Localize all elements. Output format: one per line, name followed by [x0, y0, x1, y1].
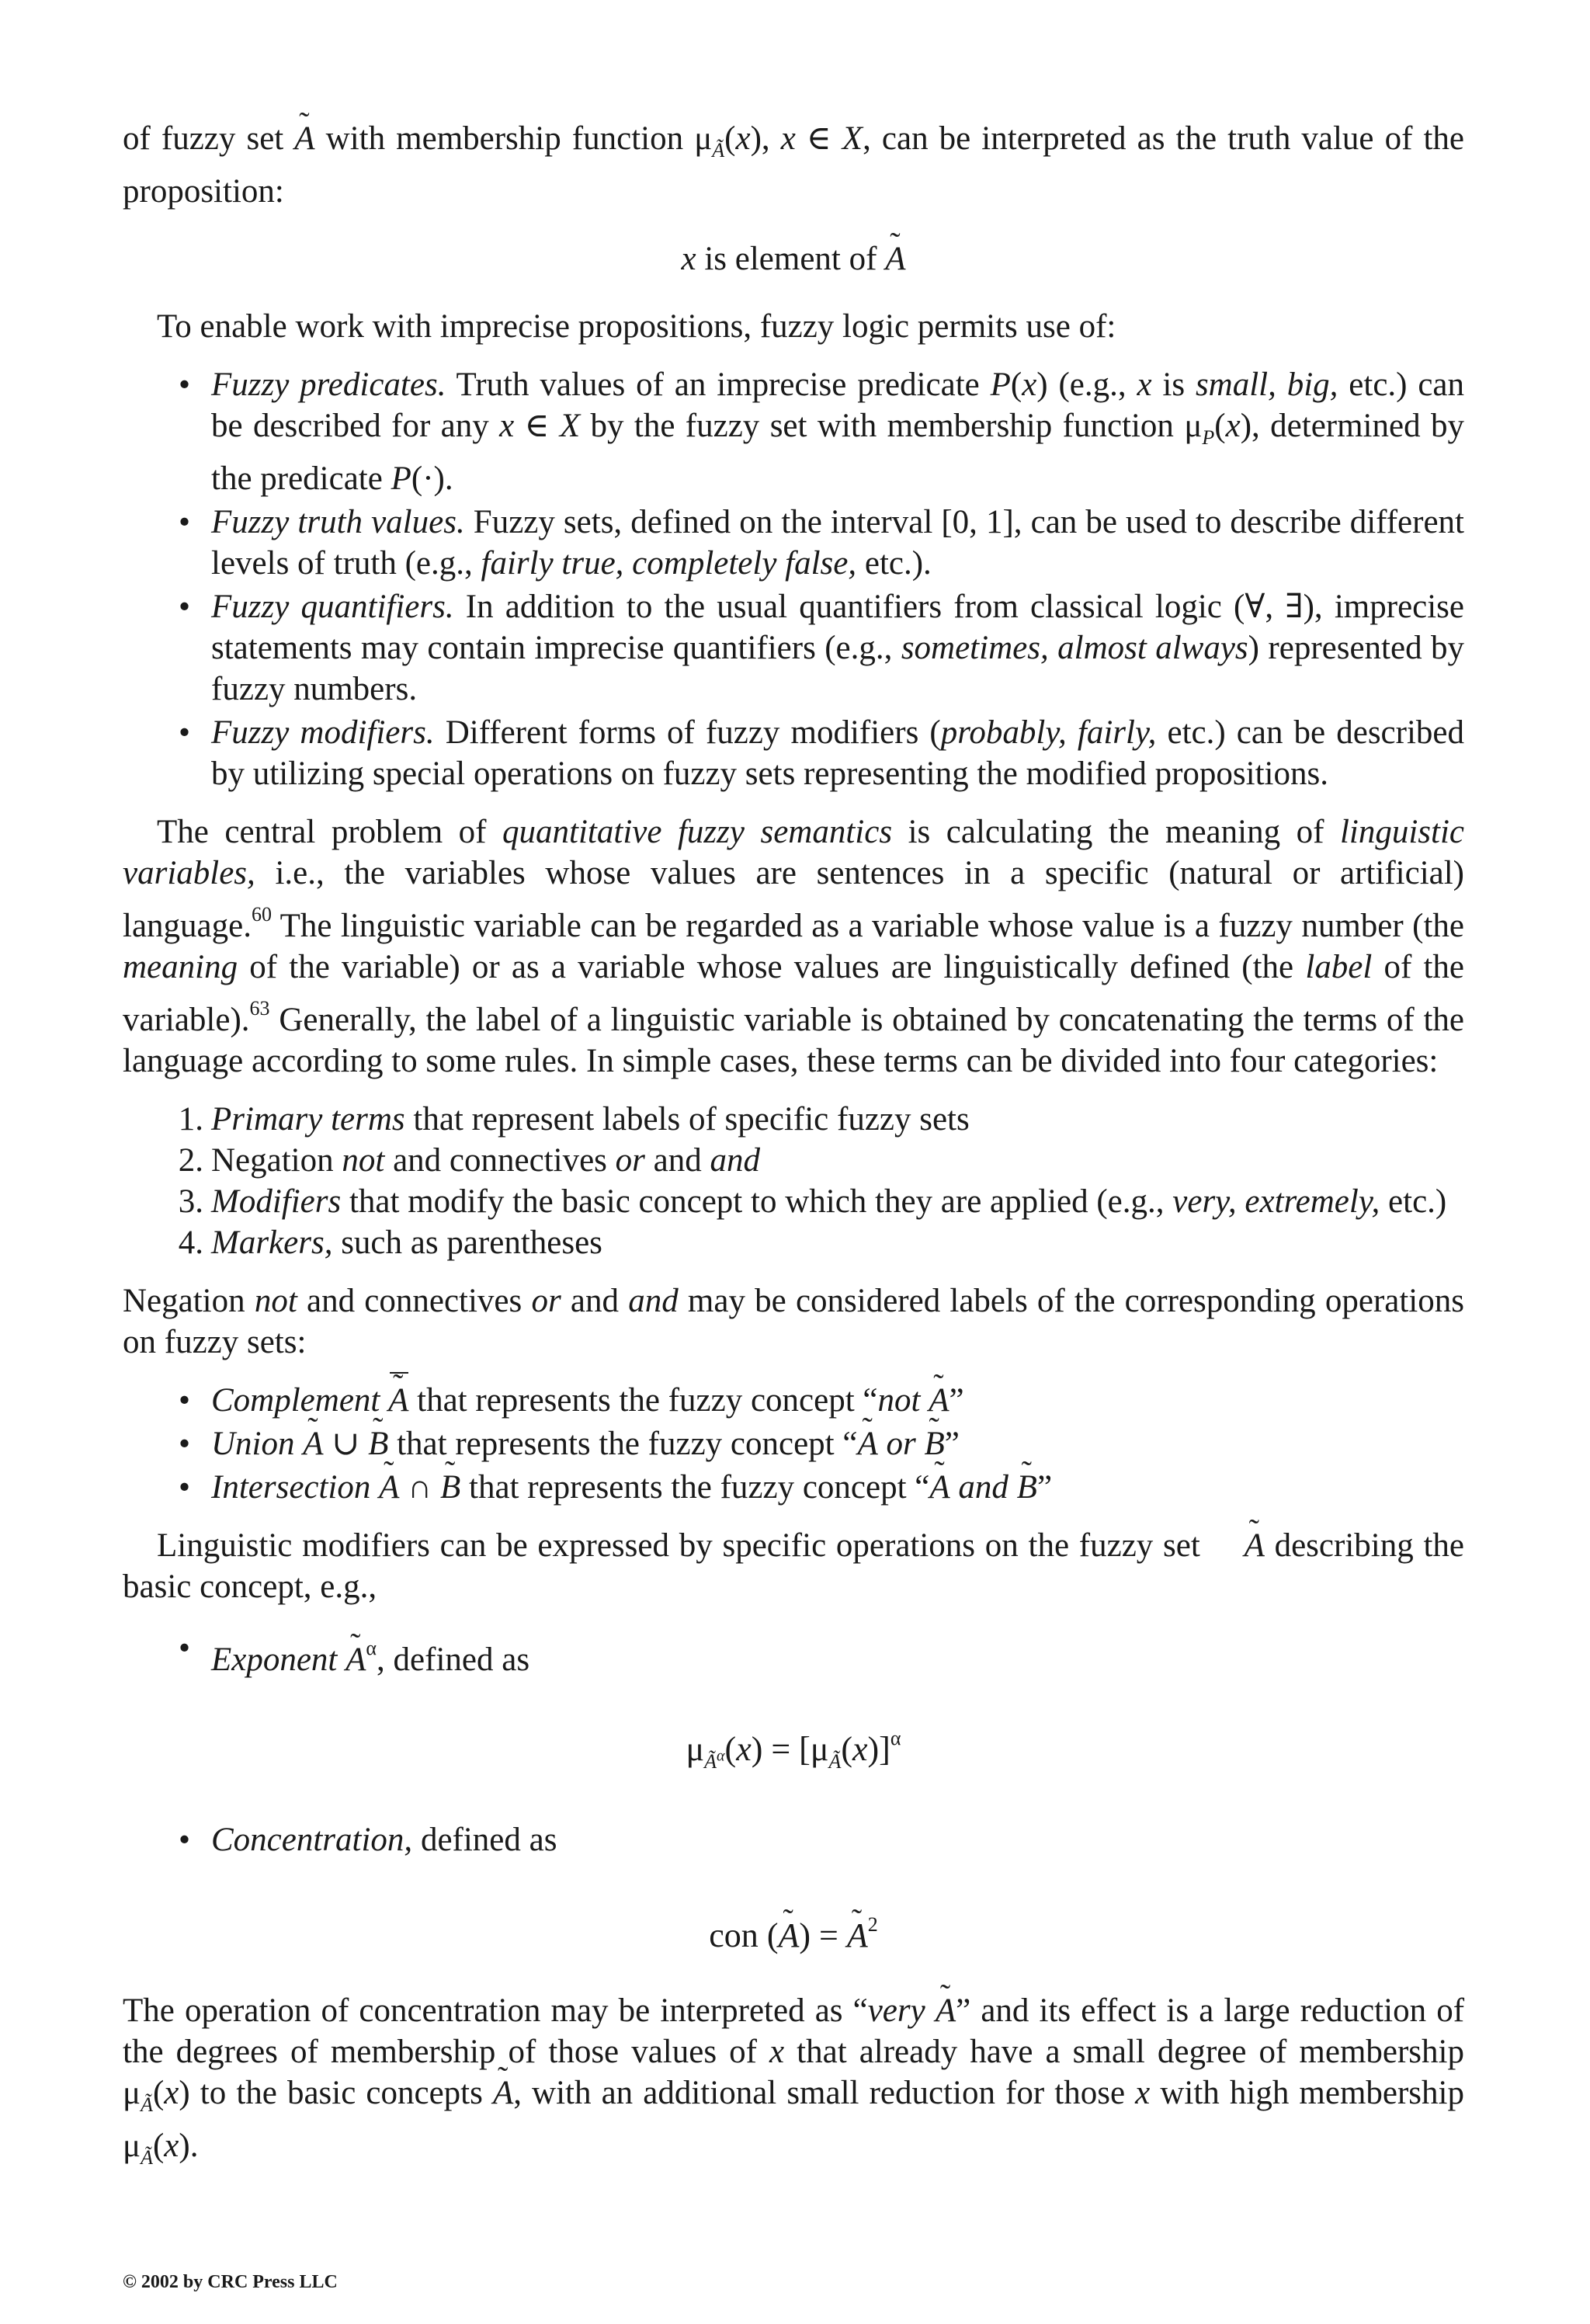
list-item: 3. Modifiers that modify the basic concept to which they are applied (e.g., very, extremely, etc.) — [178, 1183, 1447, 1220]
exponent-list — [123, 1627, 1464, 1680]
list-item: 1. Primary terms that represent labels of specific fuzzy sets — [178, 1101, 970, 1138]
concentration-list — [123, 1819, 1464, 1860]
central-problem-paragraph: The central problem of quantitative fuzzy semantics is calculating the meaning of linguistic variables, i.e., the variables whose values are sentences in a specific (natural or artificial) language.$^{60}$ The linguistic variable can be regarded as a variable whose value is a fuzzy number (the meaning of the variable) or as a variable whose values are linguistically defined (the label of the variable).$^{63}$ Generally, the label of a linguistic variable is obtained by concatenating the terms of the language according to some rules. In simple cases, these terms can be divided into four categories: — [123, 814, 1464, 1079]
list-item: • Fuzzy modifiers. Different forms of fuzzy modifiers (probably, fairly, etc.) can be described by utilizing special operations on fuzzy sets representing the modified propositions. — [123, 712, 1464, 794]
list-item: • Complement A ˜ that represents the fuzzy concept “not A ˜” — [123, 1380, 1464, 1421]
copyright-footer: © 2002 by CRC Press LLC — [123, 2272, 338, 2292]
concentration-paragraph: The operation of concentration may be interpreted as “very A ˜” and its effect is a large reduction of the degrees of membership of those values of x that already have a small degree of membership $\mu_Ã(x)$ to the basic concepts A ˜, with an additional small reduction for those x with high membership $\mu_Ã(x)$. — [123, 1990, 1464, 2178]
concentration-equation: con (A ˜) = A ˜$^2$ — [123, 1904, 1464, 1956]
negation-paragraph: Negation not and connectives or and and may be considered labels of the corresponding operations on fuzzy sets: — [123, 1283, 1464, 1360]
list-item: • Union A ˜ ∪ B ˜ that represents the fuzzy concept “A ˜ or B ˜” — [123, 1423, 1464, 1464]
set-operations-list — [123, 1380, 1464, 1508]
proposition-display: x is element of A ˜ — [123, 238, 1464, 280]
list-item: • Intersection A ˜ ∩ B ˜ that represents the fuzzy concept “A ˜ and B ˜” — [123, 1467, 1464, 1508]
term-categories-list — [123, 1099, 1464, 1263]
page-body — [123, 118, 1464, 2178]
list-item: • Exponent A ˜$^\alpha$, defined as — [123, 1627, 1464, 1680]
list-item: • Fuzzy truth values. Fuzzy sets, defined on the interval [0, 1], can be used to describe different levels of truth (e.g., fairly true, completely false, etc.). — [123, 502, 1464, 584]
enable-paragraph: To enable work with imprecise propositions, fuzzy logic permits use of: — [157, 308, 1116, 345]
list-item: 4. Markers, such as parentheses — [178, 1225, 602, 1261]
modifiers-paragraph: Linguistic modifiers can be expressed by specific operations on the fuzzy set A ˜ describing the basic concept, e.g., — [123, 1525, 1464, 1607]
list-item: • Concentration, defined as — [123, 1819, 1464, 1860]
list-item: 2. Negation not and connectives or and and — [178, 1142, 760, 1179]
fuzzy-logic-features-list — [123, 364, 1464, 794]
intro-paragraph: of fuzzy set A ˜ with membership function $\mu_Ã(x)$, x ∈ X, can be interpreted as the truth value of the proposition: — [123, 118, 1464, 212]
list-item: • Fuzzy predicates. Truth values of an imprecise predicate P(x) (e.g., x is small, big, etc.) can be described for any x ∈ X by the fuzzy set with membership function $\mu_P(x)$, determined by the predicate P(·). — [123, 364, 1464, 499]
exponent-equation: $\mu_{Ã^\alpha}(x) = [\mu_Ã(x)]^\alpha$ — [686, 1727, 901, 1773]
list-item: • Fuzzy quantifiers. In addition to the usual quantifiers from classical logic (∀, ∃), imprecise statements may contain imprecise quantifiers (e.g., sometimes, almost always) represented by fuzzy numbers. — [123, 586, 1464, 710]
